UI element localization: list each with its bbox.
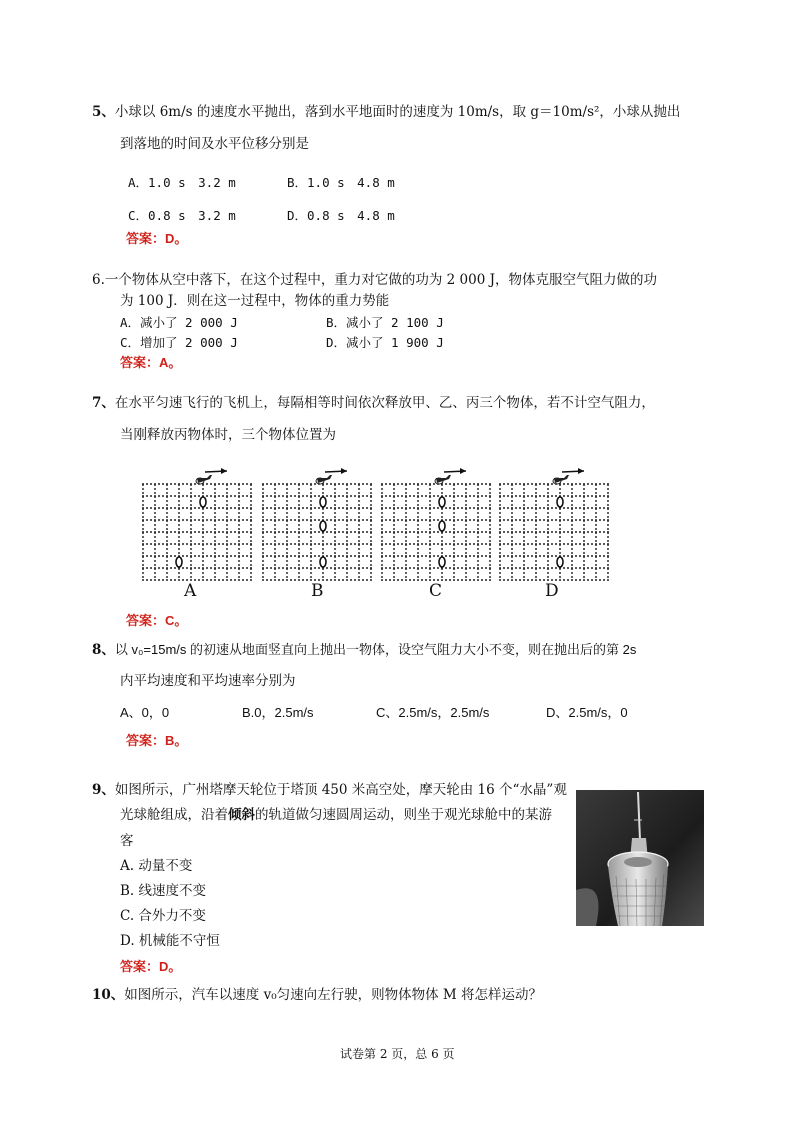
q6-stem-line1: 6.一个物体从空中落下，在这个过程中，重力对它做的功为 2 000 J，物体克服空气阻力做的功 bbox=[92, 272, 658, 288]
grid-panel bbox=[381, 468, 491, 580]
q9-stem-line1: 如图所示，广州塔摩天轮位于塔顶 450 米高空处，摩天轮由 16 个“水晶”观 bbox=[114, 782, 567, 798]
q7-label-a: A bbox=[184, 581, 197, 601]
q8-option-c: C、2.5m/s，2.5m/s bbox=[376, 705, 490, 720]
falling-object bbox=[320, 521, 326, 531]
falling-object bbox=[200, 497, 206, 507]
q10-stem-line1: 如图所示，汽车以速度 v₀匀速向左行驶，则物体物体 M 将怎样运动？ bbox=[124, 987, 543, 1003]
q9-number: 9、 bbox=[92, 782, 115, 798]
falling-object bbox=[439, 497, 445, 507]
grid-panel bbox=[499, 468, 609, 580]
airplane-icon bbox=[554, 475, 569, 483]
q6-option-c: C．增加了 2 000 J bbox=[120, 335, 238, 350]
q5-option-c: C．0.8 s 3.2 m bbox=[128, 208, 236, 223]
page-footer: 试卷第 2 页，总 6 页 bbox=[340, 1047, 455, 1061]
q9-answer: 答案：D。 bbox=[120, 959, 182, 974]
q6-stem-line2: 为 100 J．则在这一过程中，物体的重力势能 bbox=[120, 293, 390, 309]
falling-object bbox=[320, 557, 326, 567]
falling-object bbox=[557, 557, 563, 567]
q5-number: 5、 bbox=[92, 104, 115, 120]
arrowhead-icon bbox=[578, 468, 584, 474]
q9-option-b: B. 线速度不变 bbox=[120, 883, 207, 899]
q8-stem-line2: 内平均速度和平均速率分别为 bbox=[120, 673, 296, 689]
q7-label-d: D bbox=[545, 581, 559, 601]
q8-stem-line1: 以 v₀=15m/s 的初速从地面竖直向上抛出一物体，设空气阻力大小不变，则在抛出后的第 2s bbox=[114, 642, 637, 657]
q9-option-a: A. 动量不变 bbox=[120, 858, 193, 874]
q9-stem-line3: 客 bbox=[120, 833, 134, 849]
q9-stem-emphasis: 倾斜 bbox=[228, 807, 255, 823]
q8-option-b: B.0，2.5m/s bbox=[242, 705, 314, 720]
q6-answer: 答案：A。 bbox=[120, 355, 182, 370]
q9-option-c: C. 合外力不变 bbox=[120, 908, 206, 924]
q9-option-d: D. 机械能不守恒 bbox=[120, 933, 220, 949]
arrowhead-icon bbox=[460, 468, 466, 474]
q6-option-b: B．减小了 2 100 J bbox=[326, 315, 444, 330]
falling-object bbox=[320, 497, 326, 507]
q8-number: 8、 bbox=[92, 642, 115, 658]
falling-object bbox=[439, 521, 445, 531]
q8-option-a: A、0，0 bbox=[120, 705, 170, 720]
q6-option-d: D．减小了 1 900 J bbox=[326, 335, 444, 350]
q9-stem-line2c: 的轨道做匀速圆周运动，则坐于观光球舱中的某游 bbox=[255, 807, 552, 823]
airplane-icon bbox=[436, 475, 451, 483]
q7-label-c: C bbox=[429, 581, 443, 601]
q6-option-a: A．减小了 2 000 J bbox=[120, 315, 238, 330]
grid-panel bbox=[262, 468, 372, 580]
q10-number: 10、 bbox=[92, 987, 125, 1003]
q7-number: 7、 bbox=[92, 395, 115, 411]
q5-option-a: A．1.0 s 3.2 m bbox=[128, 175, 236, 190]
falling-object bbox=[557, 497, 563, 507]
q7-label-b: B bbox=[311, 581, 324, 601]
q5-option-b: B．1.0 s 4.8 m bbox=[287, 175, 395, 190]
arrowhead-icon bbox=[341, 468, 347, 474]
grid-panel bbox=[142, 468, 252, 580]
q9-stem-line2a: 光球舱组成，沿着 bbox=[120, 807, 228, 823]
q8-answer: 答案：B。 bbox=[126, 733, 188, 748]
q7-answer: 答案：C。 bbox=[126, 613, 188, 628]
airplane-icon bbox=[317, 475, 332, 483]
canton-tower-photo bbox=[576, 790, 704, 926]
falling-object bbox=[176, 557, 182, 567]
q5-option-d: D．0.8 s 4.8 m bbox=[287, 208, 395, 223]
airplane-icon bbox=[197, 475, 212, 483]
q7-stem-line2: 当刚释放丙物体时，三个物体位置为 bbox=[120, 427, 336, 443]
q5-stem-line2: 到落地的时间及水平位移分别是 bbox=[120, 136, 309, 152]
q5-answer: 答案：D。 bbox=[126, 231, 188, 246]
q7-stem-line1: 在水平匀速飞行的飞机上，每隔相等时间依次释放甲、乙、丙三个物体，若不计空气阻力， bbox=[114, 395, 655, 411]
q8-option-d: D、2.5m/s，0 bbox=[546, 705, 628, 720]
q5-stem-line1: 小球以 6m/s 的速度水平抛出，落到水平地面时的速度为 10m/s，取 g＝10m/s²，小球从抛出 bbox=[114, 104, 681, 120]
q7-figure-panels bbox=[140, 462, 610, 586]
falling-object bbox=[439, 557, 445, 567]
arrowhead-icon bbox=[221, 468, 227, 474]
